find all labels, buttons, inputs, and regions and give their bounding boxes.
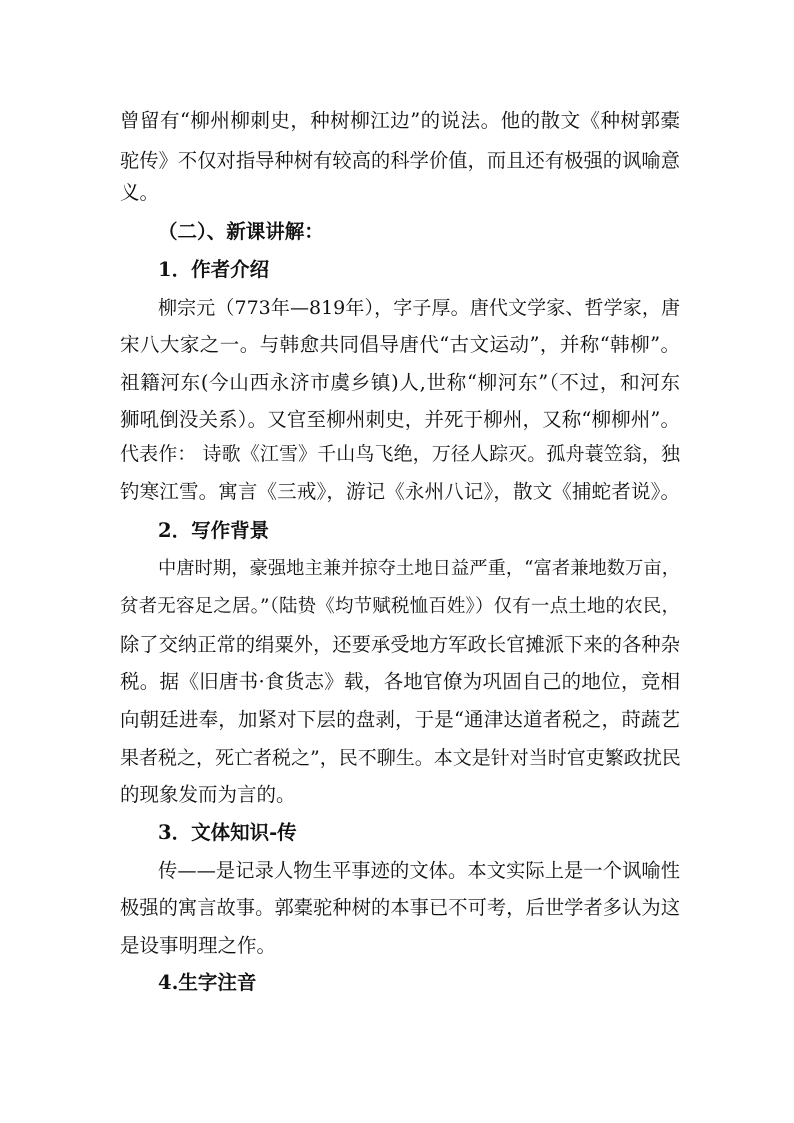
background-line-4: 税。据《旧唐书·食货志》载，各地官僚为巩固自己的地位，竞相 bbox=[120, 670, 680, 693]
genre-line-1: 传——是记录人物生平事迹的文体。本文实际上是一个讽喻性 bbox=[158, 859, 680, 882]
background-line-3: 除了交纳正常的绢粟外，还要承受地方军政长官摊派下来的各种杂 bbox=[120, 633, 680, 656]
genre-line-2: 极强的寓言故事。郭橐驼种树的本事已不可考，后世学者多认为这 bbox=[120, 896, 680, 919]
intro-line-2: 驼传》不仅对指导种树有较高的科学价值，而且还有极强的讽喻意 bbox=[120, 149, 680, 172]
intro-line-3: 义。 bbox=[120, 181, 160, 204]
background-heading: 2．写作背景 bbox=[158, 519, 270, 542]
background-line-2: 贫者无容足之居。”（陆贽《均节赋税恤百姓》）仅有一点土地的农民， bbox=[120, 596, 680, 617]
author-line-4: 狮吼倒没关系）。又官至柳州刺史，并死于柳州，又称“柳柳州”。 bbox=[120, 408, 680, 431]
pronunciation-heading: 4.生字注音 bbox=[158, 971, 257, 994]
genre-heading: 3．文体知识-传 bbox=[158, 821, 297, 844]
author-line-5: 代表作： 诗歌《江雪》千山鸟飞绝，万径人踪灭。孤舟蓑笠翁，独 bbox=[120, 443, 680, 465]
section-heading: （二）、新课讲解： bbox=[158, 220, 324, 243]
background-line-5: 向朝廷进奉，加紧对下层的盘剥，于是“通津达道者税之，莳蔬艺 bbox=[120, 708, 680, 731]
background-line-1: 中唐时期，豪强地主兼并掠夺土地日益严重，“富者兼地数万亩， bbox=[158, 558, 680, 579]
author-line-1: 柳宗元（773年—819年），字子厚。唐代文学家、哲学家，唐 bbox=[158, 297, 680, 319]
background-line-6: 果者税之，死亡者税之”，民不聊生。本文是针对当时官吏繁政扰民 bbox=[120, 747, 681, 769]
author-line-2: 宋八大家之一。与韩愈共同倡导唐代“古文运动”，并称“韩柳”。 bbox=[120, 333, 680, 356]
genre-line-3: 是设事明理之作。 bbox=[120, 934, 277, 957]
background-line-7: 的现象发而为言的。 bbox=[120, 783, 296, 806]
author-heading: 1．作者介绍 bbox=[158, 258, 270, 281]
intro-line-1: 曾留有“柳州柳刺史，种树柳江边”的说法。他的散文《种树郭橐 bbox=[120, 109, 680, 132]
author-line-3: 祖籍河东(今山西永济市虞乡镇)人,世称“柳河东”（不过，和河东 bbox=[120, 371, 680, 394]
author-line-6: 钓寒江雪。寓言《三戒》，游记《永州八记》，散文《捕蛇者说》。 bbox=[120, 480, 680, 503]
